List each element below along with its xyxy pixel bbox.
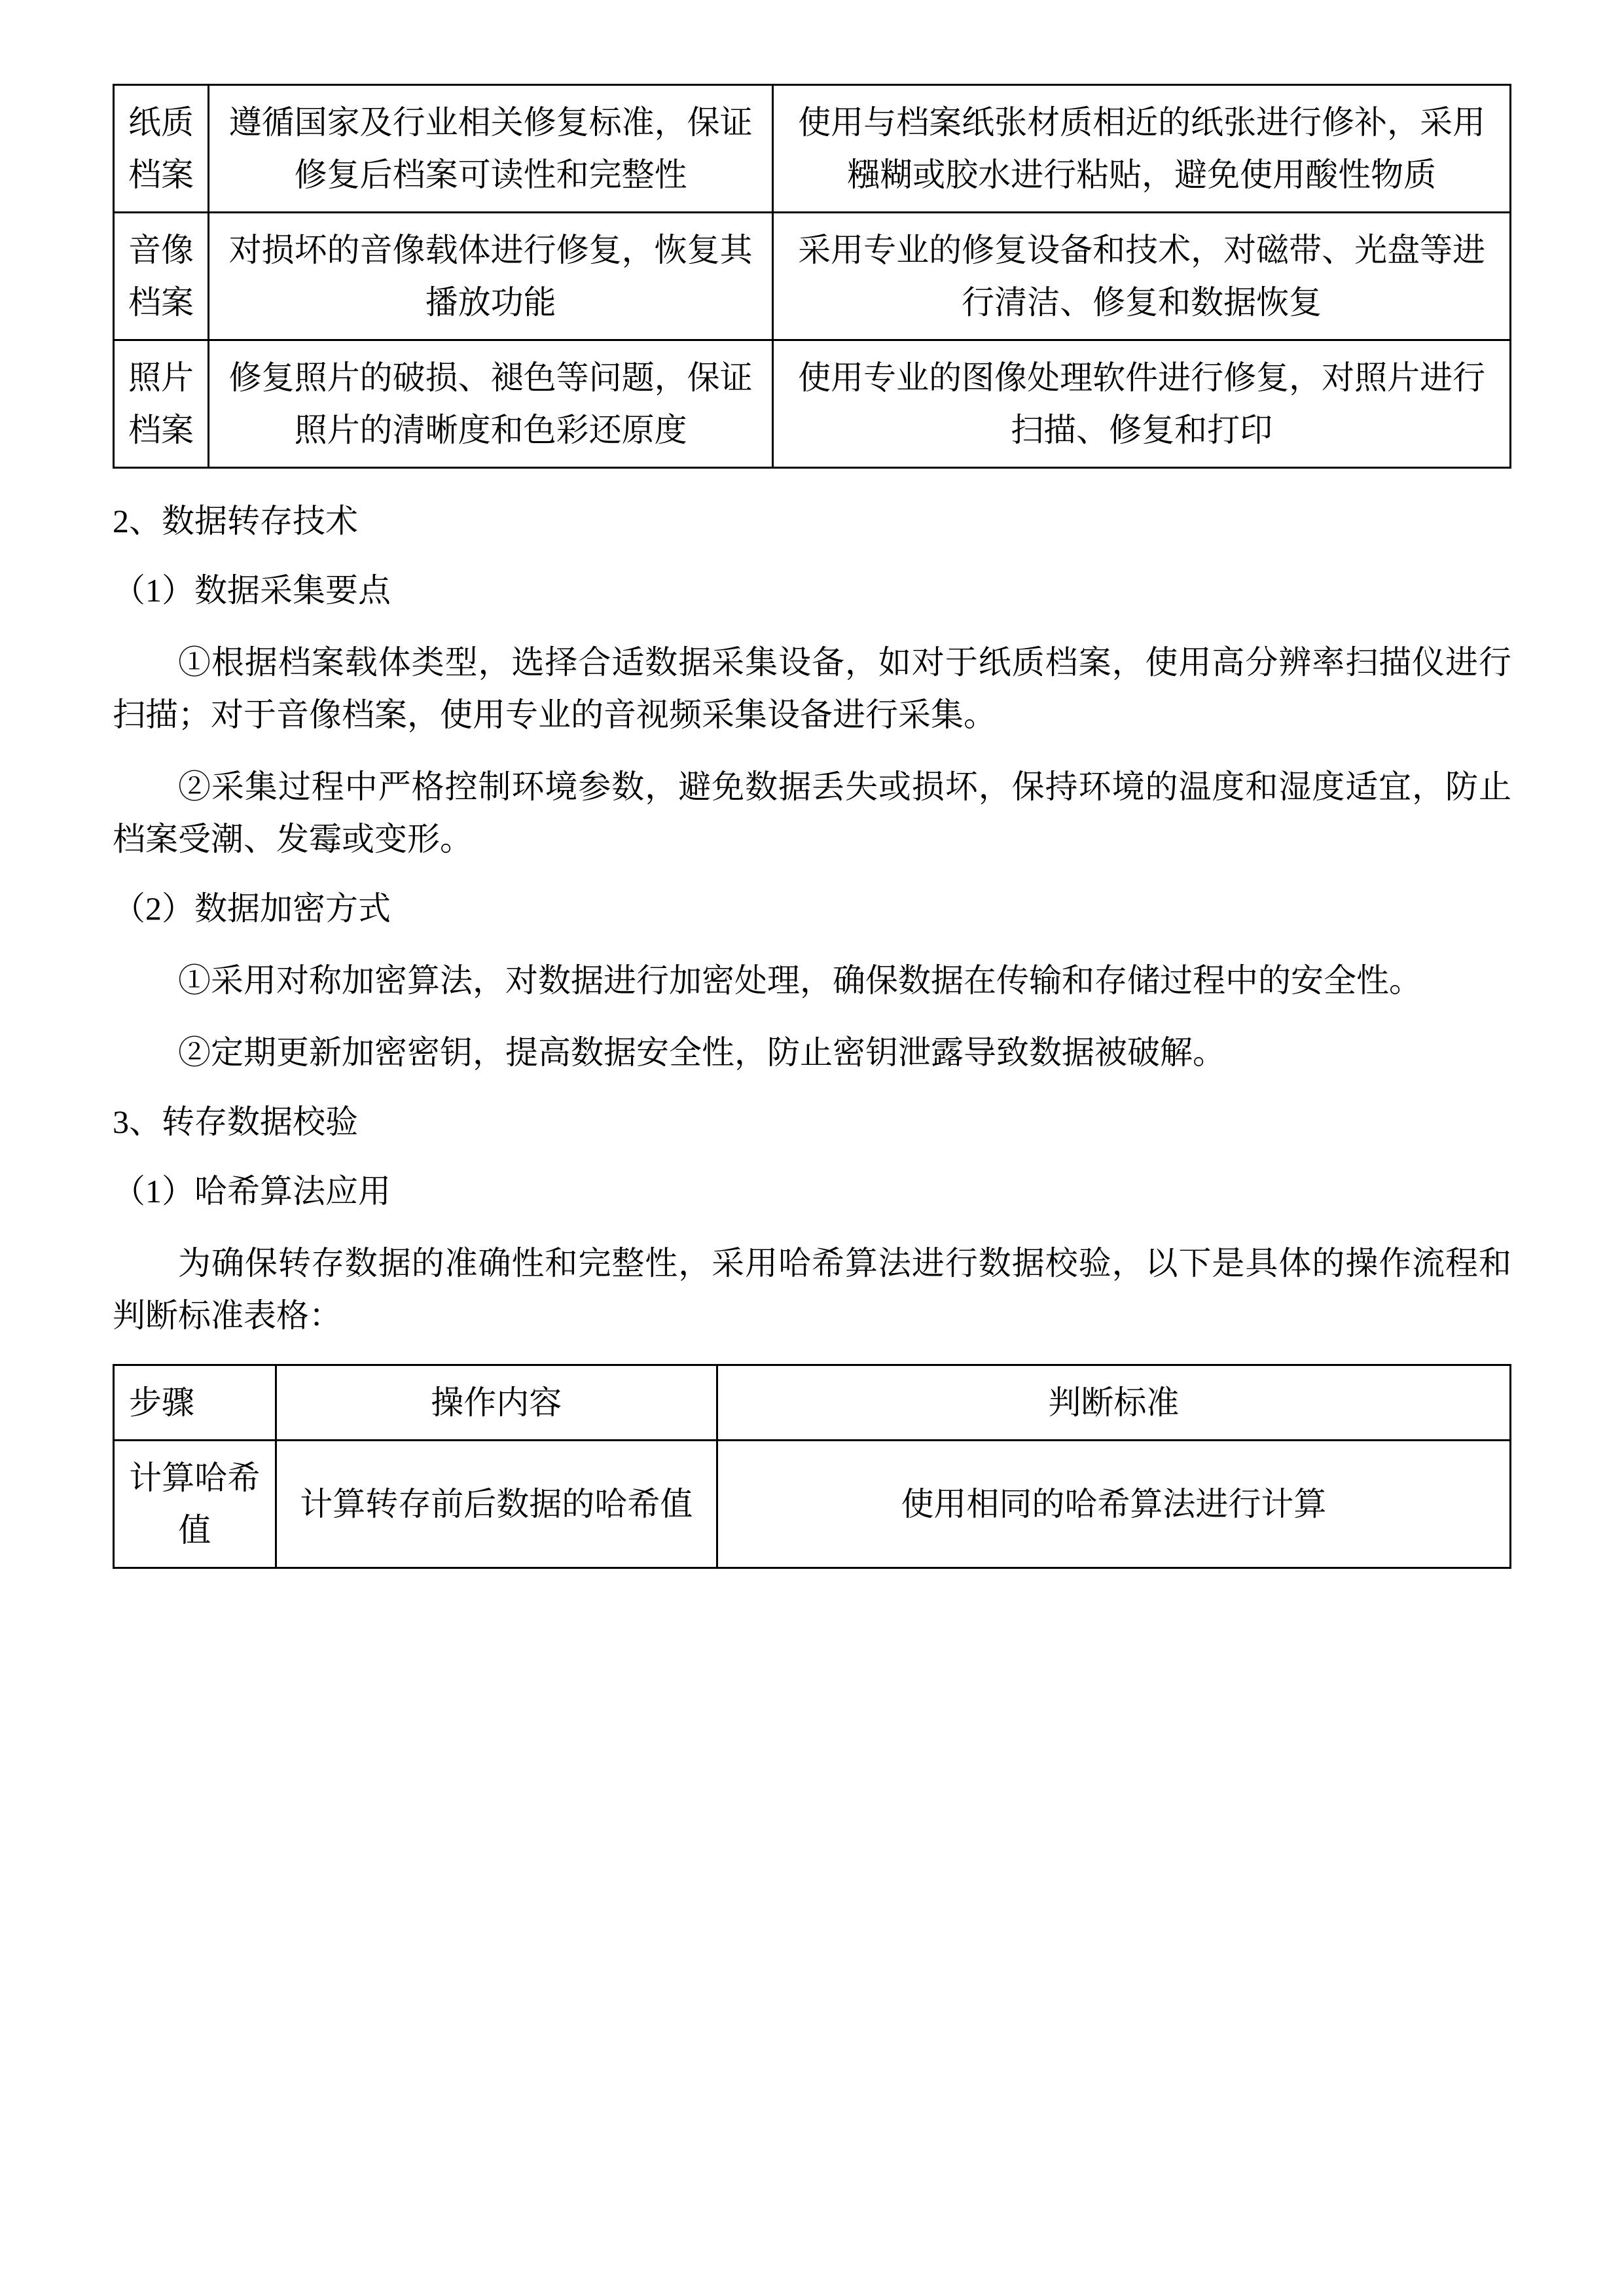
section-heading-2: 2、数据转存技术 xyxy=(113,503,358,539)
subsection-heading-2-2: （2）数据加密方式 xyxy=(113,890,391,927)
table-row xyxy=(114,340,1511,468)
paragraph: ②采集过程中严格控制环境参数，避免数据丢失或损坏，保持环境的温度和湿度适宜，防止档案受潮、发霉或变形。 xyxy=(113,768,1511,857)
archive-type-cell: 音像档案 xyxy=(114,213,209,340)
subsection-heading-2-1: （1）数据采集要点 xyxy=(113,572,391,609)
repair-method-cell: 采用专业的修复设备和技术，对磁带、光盘等进行清洁、修复和数据恢复 xyxy=(773,213,1511,340)
table-header-row xyxy=(114,1365,1511,1441)
repair-standard-cell: 修复照片的破损、褪色等问题，保证照片的清晰度和色彩还原度 xyxy=(209,340,773,468)
subsection-heading-3-1: （1）哈希算法应用 xyxy=(113,1173,391,1210)
paragraph: ①采用对称加密算法，对数据进行加密处理，确保数据在传输和存储过程中的安全性。 xyxy=(178,962,1422,999)
paragraph: ①根据档案载体类型，选择合适数据采集设备，如对于纸质档案，使用高分辨率扫描仪进行扫描；对于音像档案，使用专业的音视频采集设备进行采集。 xyxy=(113,644,1511,733)
table-row xyxy=(114,1441,1511,1568)
paragraph: 为确保转存数据的准确性和完整性，采用哈希算法进行数据校验，以下是具体的操作流程和判断标准表格： xyxy=(113,1245,1511,1334)
operation-cell: 计算转存前后数据的哈希值 xyxy=(276,1441,717,1568)
repair-method-cell: 使用专业的图像处理软件进行修复，对照片进行扫描、修复和打印 xyxy=(773,340,1511,468)
archive-type-cell: 纸质档案 xyxy=(114,85,209,213)
repair-standard-cell: 遵循国家及行业相关修复标准，保证修复后档案可读性和完整性 xyxy=(209,85,773,213)
archive-repair-table xyxy=(113,84,1511,469)
table-row xyxy=(114,85,1511,213)
section-heading-3: 3、转存数据校验 xyxy=(113,1103,358,1140)
repair-standard-cell: 对损坏的音像载体进行修复，恢复其播放功能 xyxy=(209,213,773,340)
archive-type-cell: 照片档案 xyxy=(114,340,209,468)
header-operation: 操作内容 xyxy=(276,1365,717,1441)
step-cell: 计算哈希值 xyxy=(114,1441,276,1568)
hash-verification-table xyxy=(113,1364,1511,1569)
header-step: 步骤 xyxy=(114,1365,276,1441)
header-criteria: 判断标准 xyxy=(717,1365,1510,1441)
repair-method-cell: 使用与档案纸张材质相近的纸张进行修补，采用糨糊或胶水进行粘贴，避免使用酸性物质 xyxy=(773,85,1511,213)
paragraph: ②定期更新加密密钥，提高数据安全性，防止密钥泄露导致数据被破解。 xyxy=(178,1034,1225,1071)
criteria-cell: 使用相同的哈希算法进行计算 xyxy=(717,1441,1510,1568)
table-row xyxy=(114,213,1511,340)
